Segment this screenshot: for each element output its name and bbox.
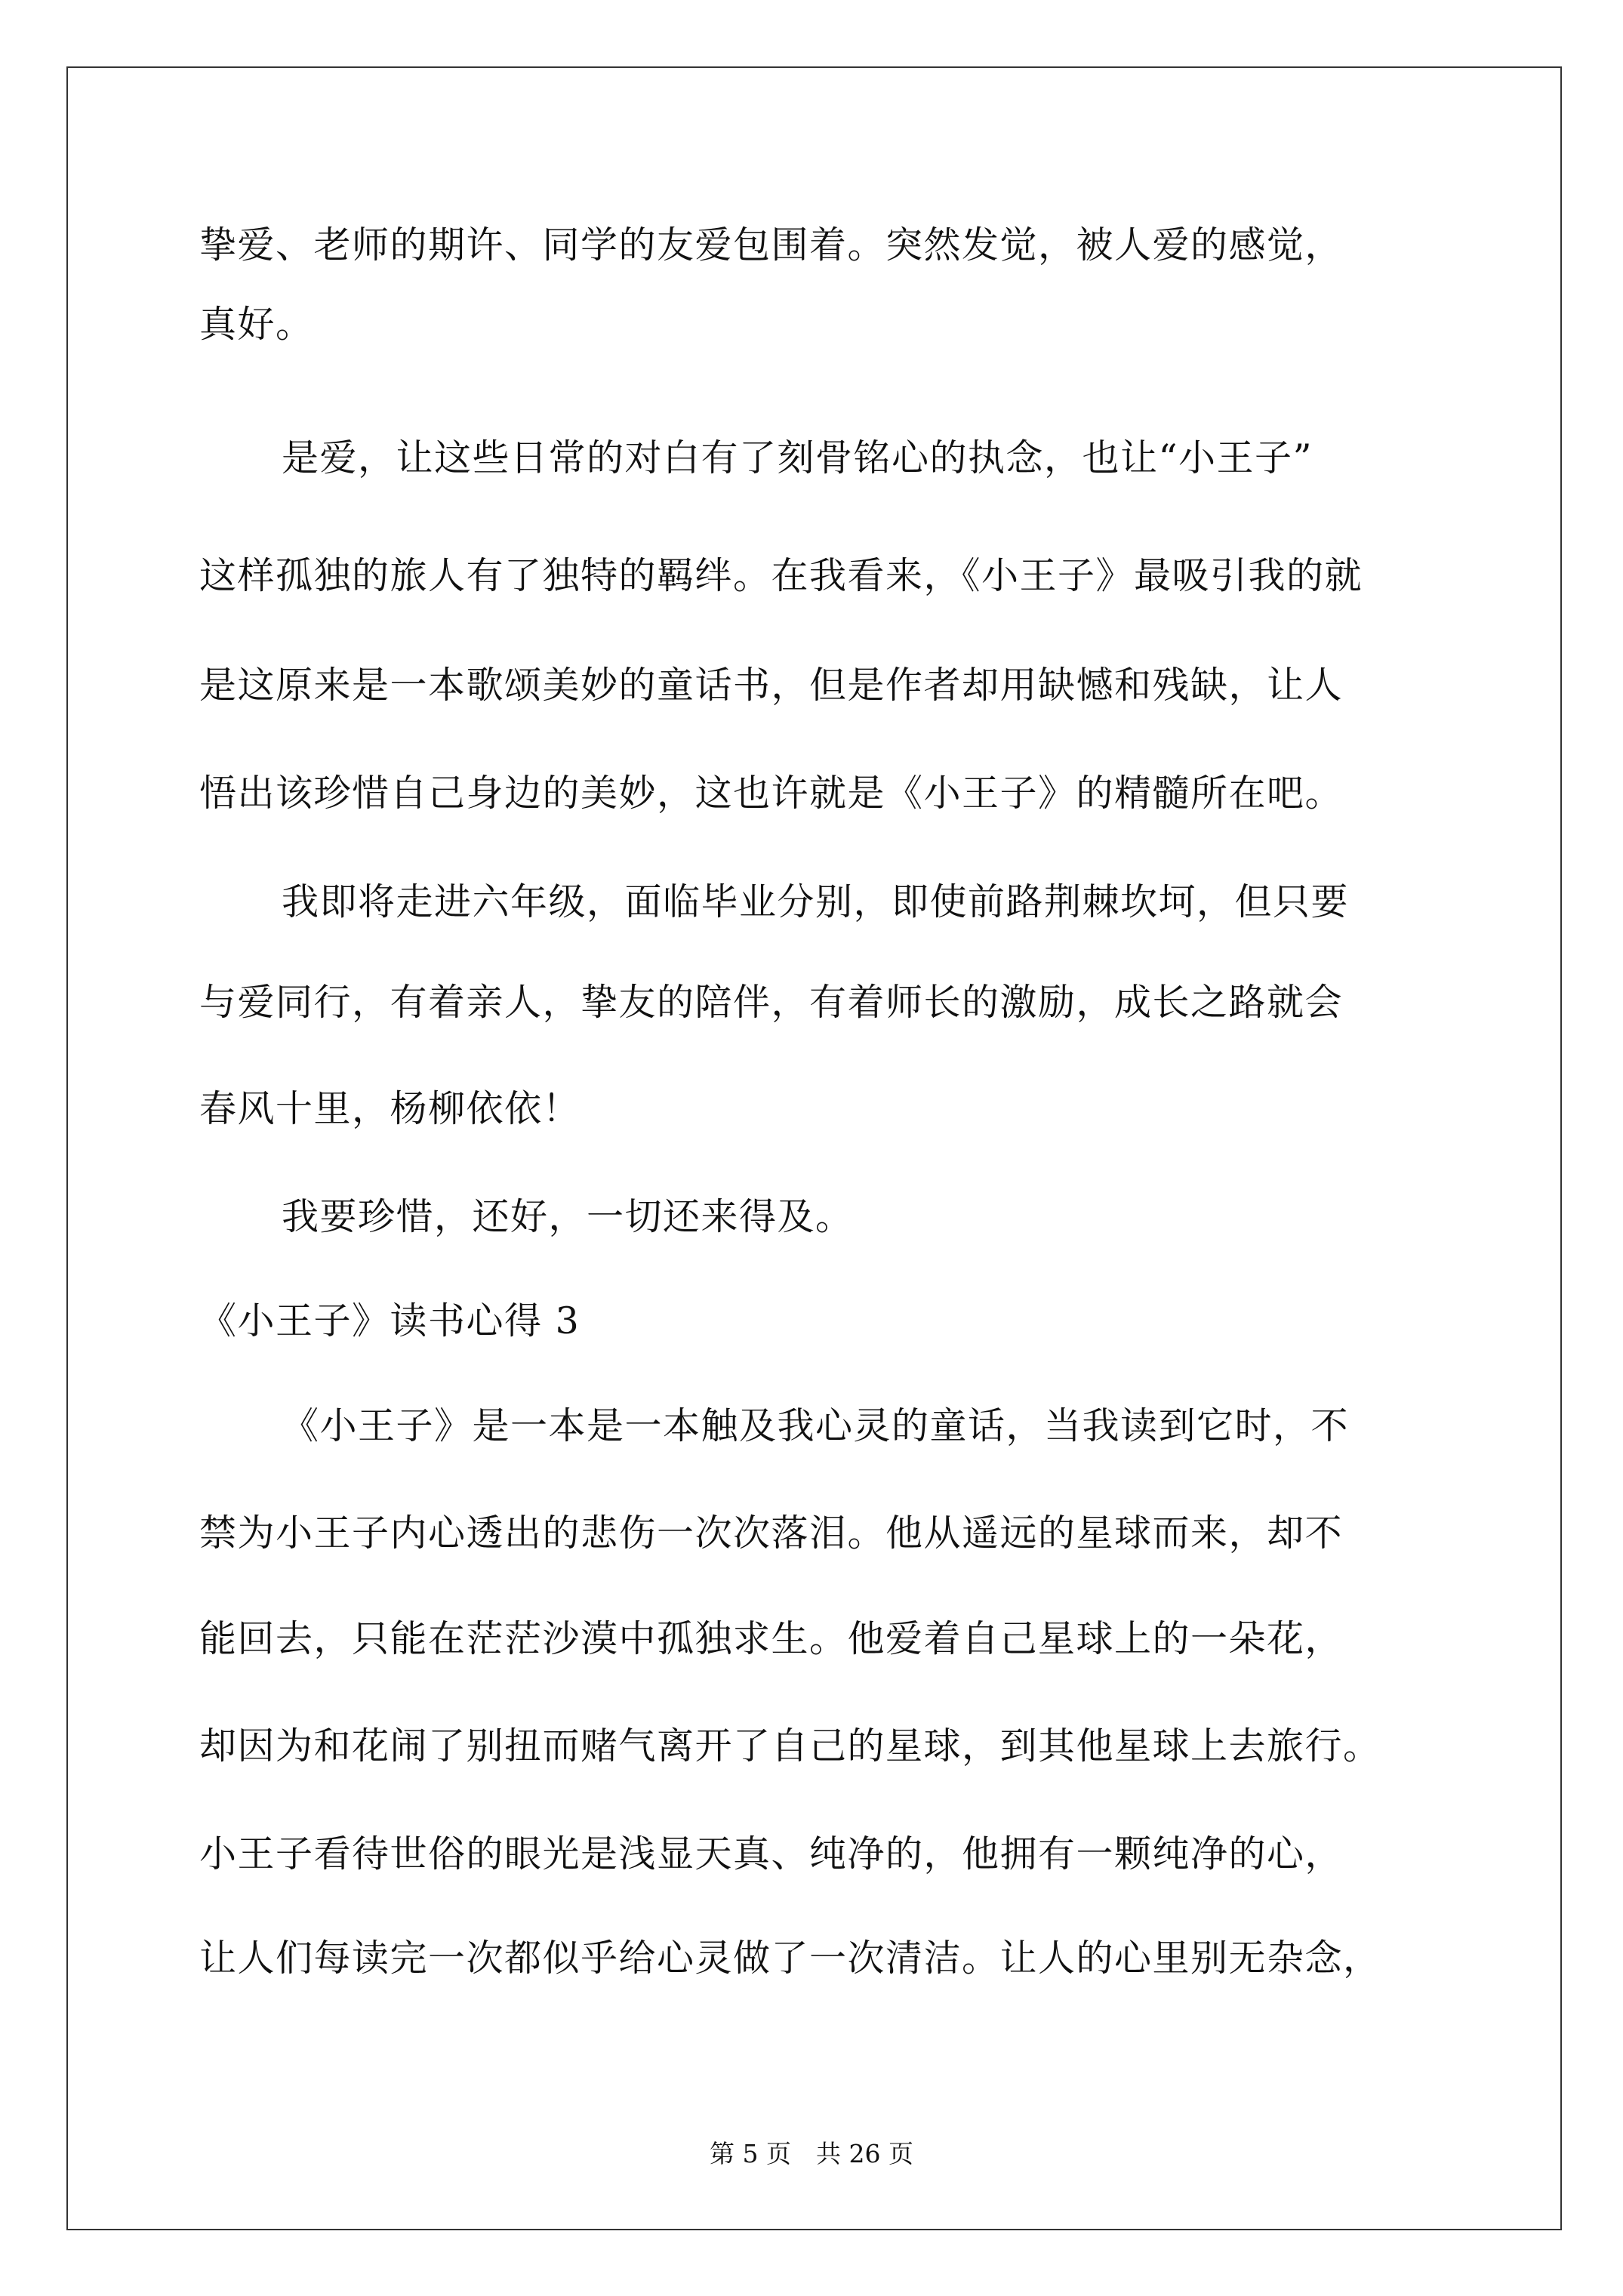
body-line: 挚爱、老师的期许、同学的友爱包围着。突然发觉，被人爱的感觉， [199, 223, 1344, 267]
body-line: 这样孤独的旅人有了独特的羁绊。在我看来，《小王子》最吸引我的就 [199, 554, 1363, 597]
body-line: 悟出该珍惜自己身边的美妙，这也许就是《小王子》的精髓所在吧。 [199, 772, 1344, 815]
body-line: 让人们每读完一次都似乎给心灵做了一次清洁。让人的心里别无杂念， [199, 1937, 1381, 1980]
body-line: 真好。 [199, 303, 314, 346]
body-line: 《小王子》是一本是一本触及我心灵的童话，当我读到它时，不 [282, 1404, 1350, 1447]
page-frame [66, 66, 1562, 2230]
body-line: 小王子看待世俗的眼光是浅显天真、纯净的，他拥有一颗纯净的心， [199, 1832, 1344, 1875]
body-line: 是爱，让这些日常的对白有了刻骨铭心的执念，也让“小王子” [282, 436, 1313, 479]
body-line: 我即将走进六年级，面临毕业分别，即使前路荆棘坎坷，但只要 [282, 880, 1350, 923]
body-line: 禁为小王子内心透出的悲伤一次次落泪。他从遥远的星球而来，却不 [199, 1512, 1344, 1555]
page-number: 第 5 页 共 26 页 [710, 2139, 913, 2168]
body-line: 是这原来是一本歌颂美妙的童话书，但是作者却用缺憾和残缺，让人 [199, 664, 1344, 707]
body-line: 与爱同行，有着亲人，挚友的陪伴，有着师长的激励，成长之路就会 [199, 981, 1344, 1024]
body-line: 却因为和花闹了别扭而赌气离开了自己的星球，到其他星球上去旅行。 [199, 1724, 1381, 1767]
body-line: 春风十里，杨柳依依！ [199, 1087, 581, 1130]
section-heading: 《小王子》读书心得 3 [199, 1299, 581, 1342]
body-line: 能回去，只能在茫茫沙漠中孤独求生。他爱着自己星球上的一朵花， [199, 1617, 1344, 1660]
body-line: 我要珍惜，还好，一切还来得及。 [282, 1195, 854, 1238]
